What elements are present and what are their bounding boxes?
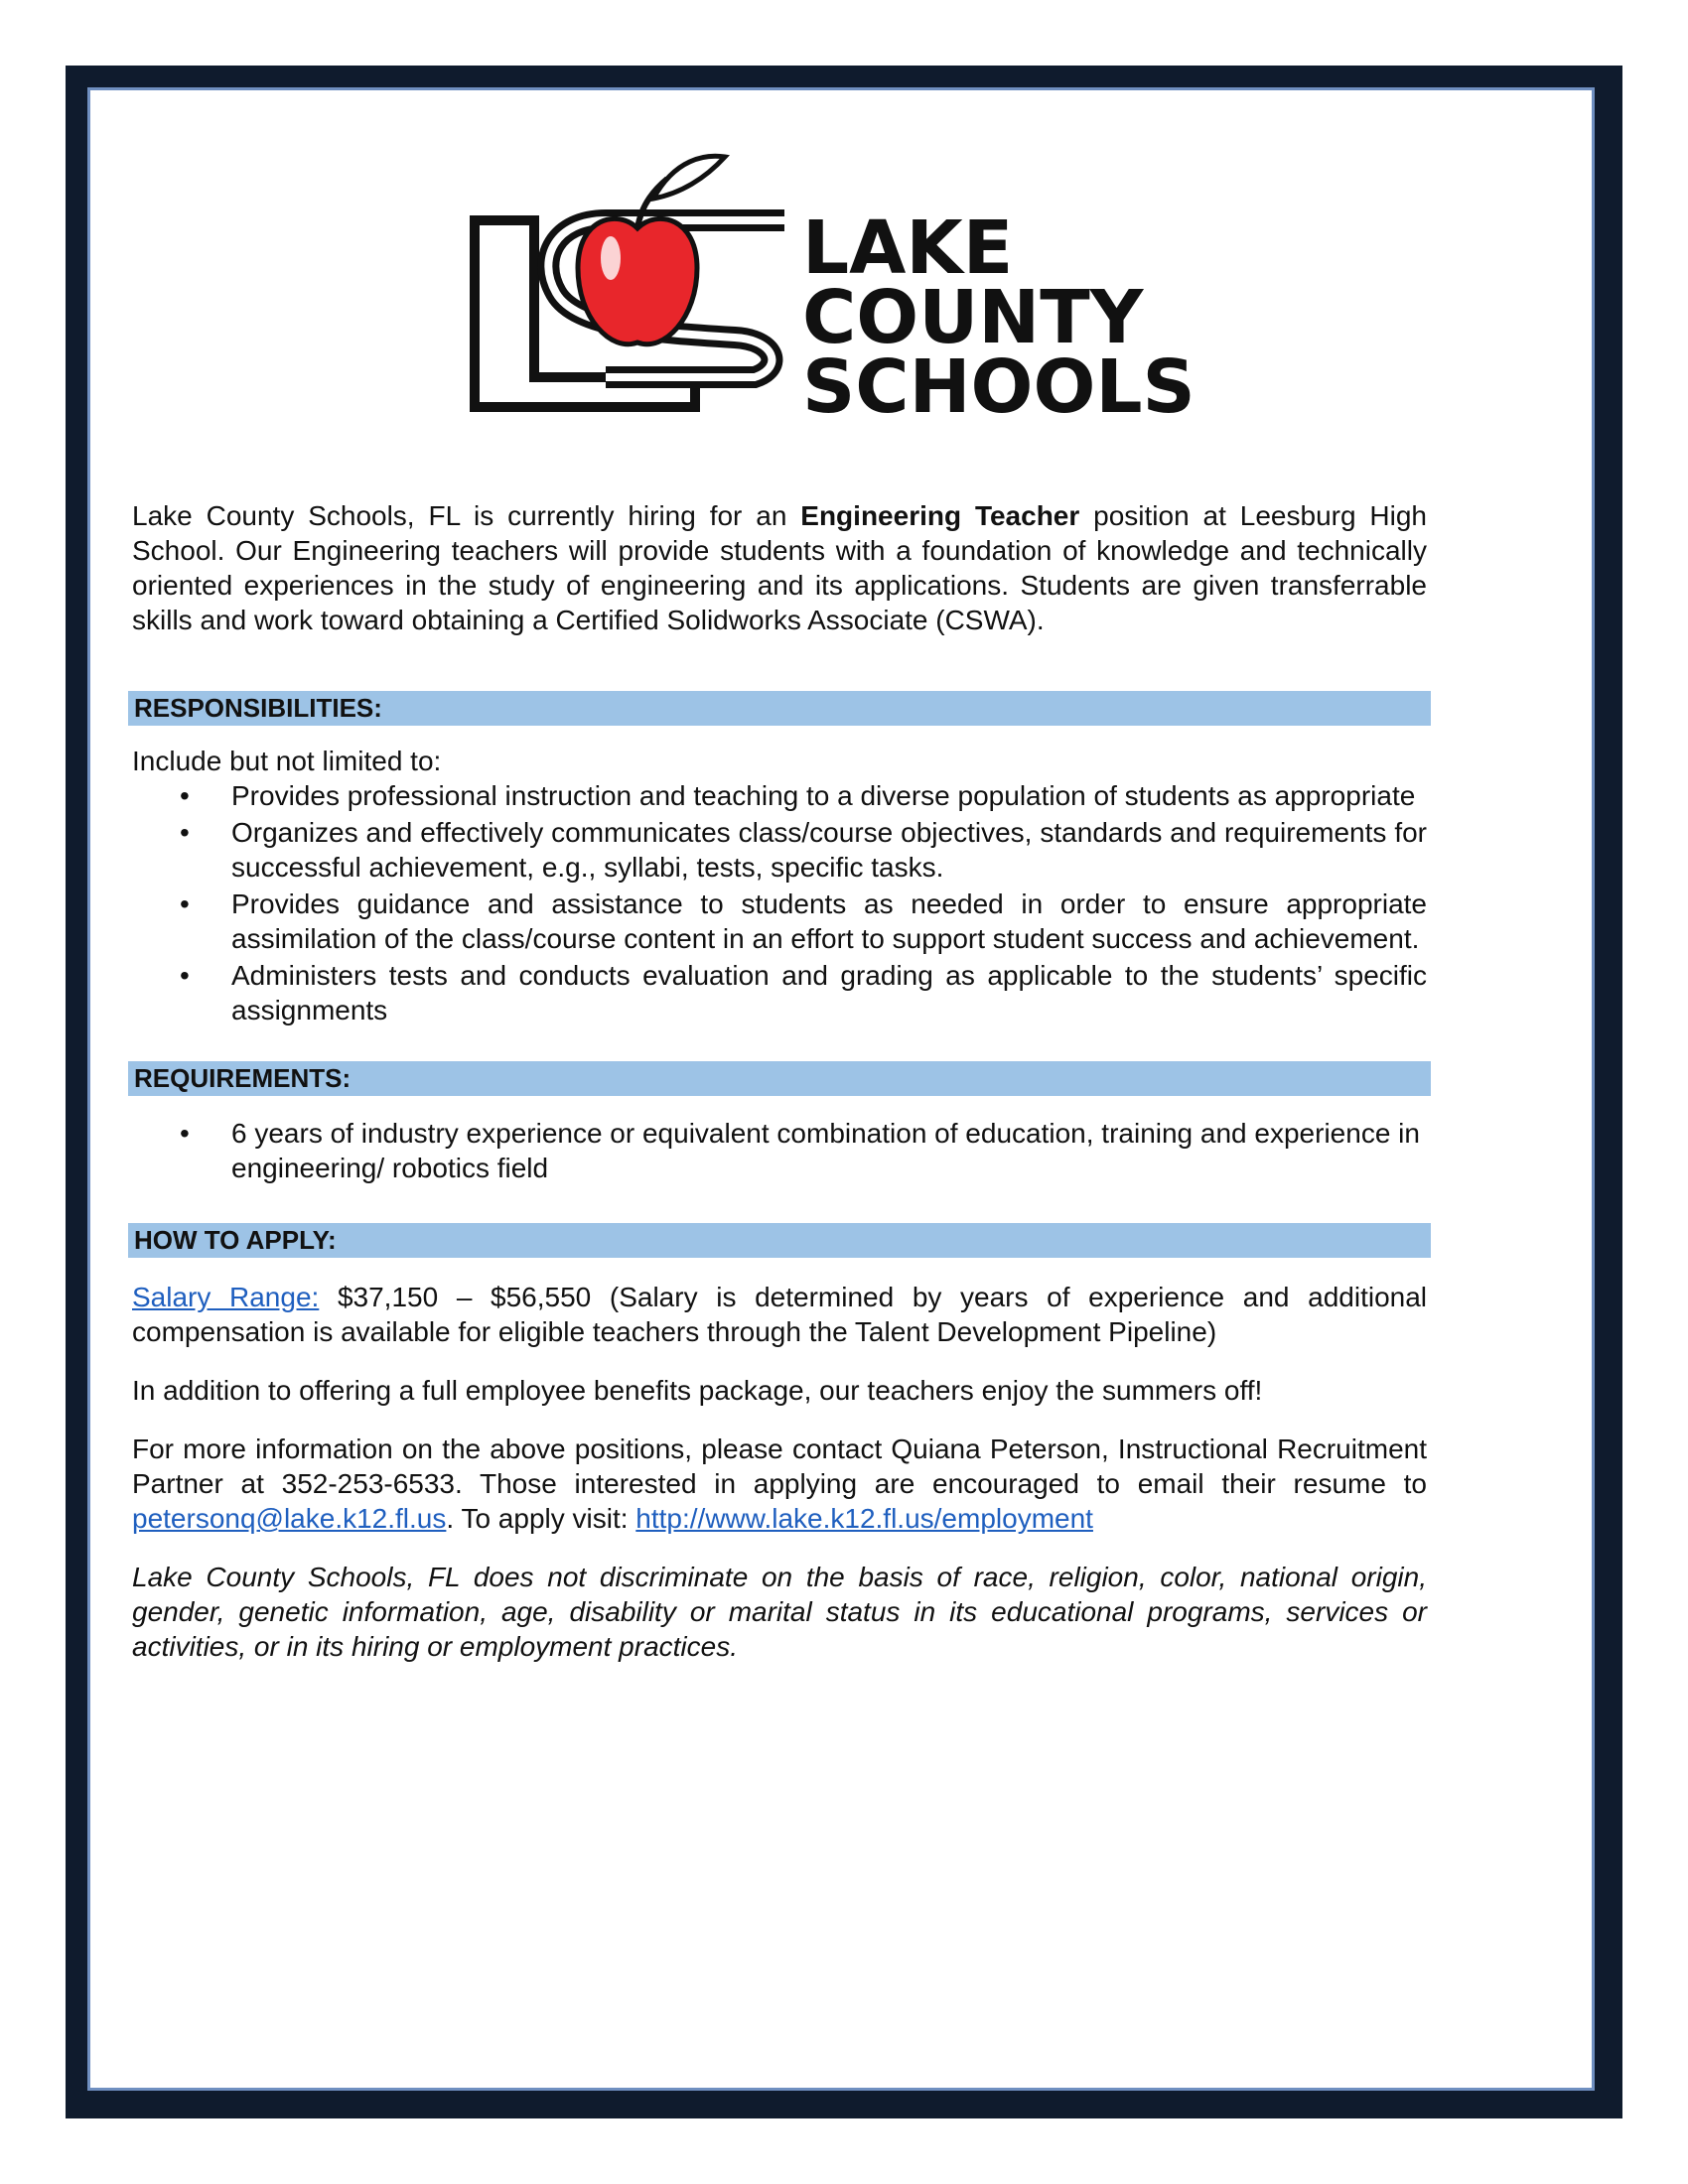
section-heading-how-to-apply: HOW TO APPLY: (128, 1223, 1431, 1258)
list-item: • Provides professional instruction and teaching to a diverse population of students as appropriate (180, 780, 1416, 811)
logo-text-lake: LAKE (802, 205, 1014, 291)
intro-text-start: Lake County Schools, FL is currently hiring for an (132, 500, 801, 531)
responsibilities-lead: Include but not limited to: (132, 746, 442, 776)
salary-paragraph (132, 1280, 1427, 1349)
employment-url-link[interactable]: http://www.lake.k12.fl.us/employment (635, 1503, 1093, 1534)
nondiscrimination-statement: Lake County Schools, FL does not discriminate on the basis of race, religion, color, national origin, gender, genetic information, age, disability or marital status in its educational programs, services or activities, or in its hiring or employment practices. (132, 1562, 1427, 1662)
contact-paragraph (132, 1432, 1427, 1536)
bullet-icon: • (180, 960, 190, 991)
apple-icon (578, 156, 725, 343)
logo-text-schools: SCHOOLS (802, 344, 1196, 430)
contact-text: For more information on the above positions, please contact Quiana Peterson, Instructional Recruitment Partner at 352-253-6533. Those interested in applying are encouraged to email their resume to (132, 1433, 1427, 1499)
document-body (132, 407, 1427, 1664)
lake-county-schools-logo (407, 109, 1241, 437)
benefits-paragraph: In addition to offering a full employee benefits package, our teachers enjoy the summers off! (132, 1375, 1263, 1406)
responsibilities-list (132, 778, 1427, 1027)
salary-text: $37,150 – $56,550 (Salary is determined by years of experience and additional compensation is available for eligible teachers through the Talent Development Pipeline) (132, 1282, 1428, 1347)
intro-paragraph (132, 498, 1427, 637)
bullet-icon: • (180, 1118, 190, 1149)
requirements-list (132, 1116, 1427, 1185)
position-title: Engineering Teacher (800, 500, 1080, 531)
bullet-icon: • (180, 817, 190, 848)
contact-text-mid: . To apply visit: (446, 1503, 636, 1534)
list-item: • Administers tests and conducts evaluation and grading as applicable to the students’ specific assignments (180, 960, 1427, 1025)
bullet-icon: • (180, 780, 190, 811)
bullet-icon: • (180, 888, 190, 919)
intro-text-end: position at Leesburg High School. Our Engineering teachers will provide students with a foundation of knowledge and technically oriented experiences in the study of engineering and its applications. Students are given transferrable skills and work toward obtaining a Certified Solidworks Associate (CSWA). (132, 500, 1428, 635)
list-item: • Organizes and effectively communicates class/course objectives, standards and requirements for successful achievement, e.g., syllabi, tests, specific tasks. (180, 817, 1427, 883)
list-item: • Provides guidance and assistance to students as needed in order to ensure appropriate assimilation of the class/course content in an effort to support student success and achievement. (180, 888, 1427, 954)
section-heading-requirements: REQUIREMENTS: (128, 1061, 1431, 1096)
email-link[interactable]: petersonq@lake.k12.fl.us (132, 1503, 447, 1534)
list-item: • 6 years of industry experience or equivalent combination of education, training and experience in engineering/ robotics field (180, 1118, 1420, 1183)
logo-text-county: COUNTY (802, 275, 1144, 360)
salary-range-link[interactable]: Salary Range: (132, 1282, 320, 1312)
section-heading-responsibilities: RESPONSIBILITIES: (128, 691, 1431, 726)
